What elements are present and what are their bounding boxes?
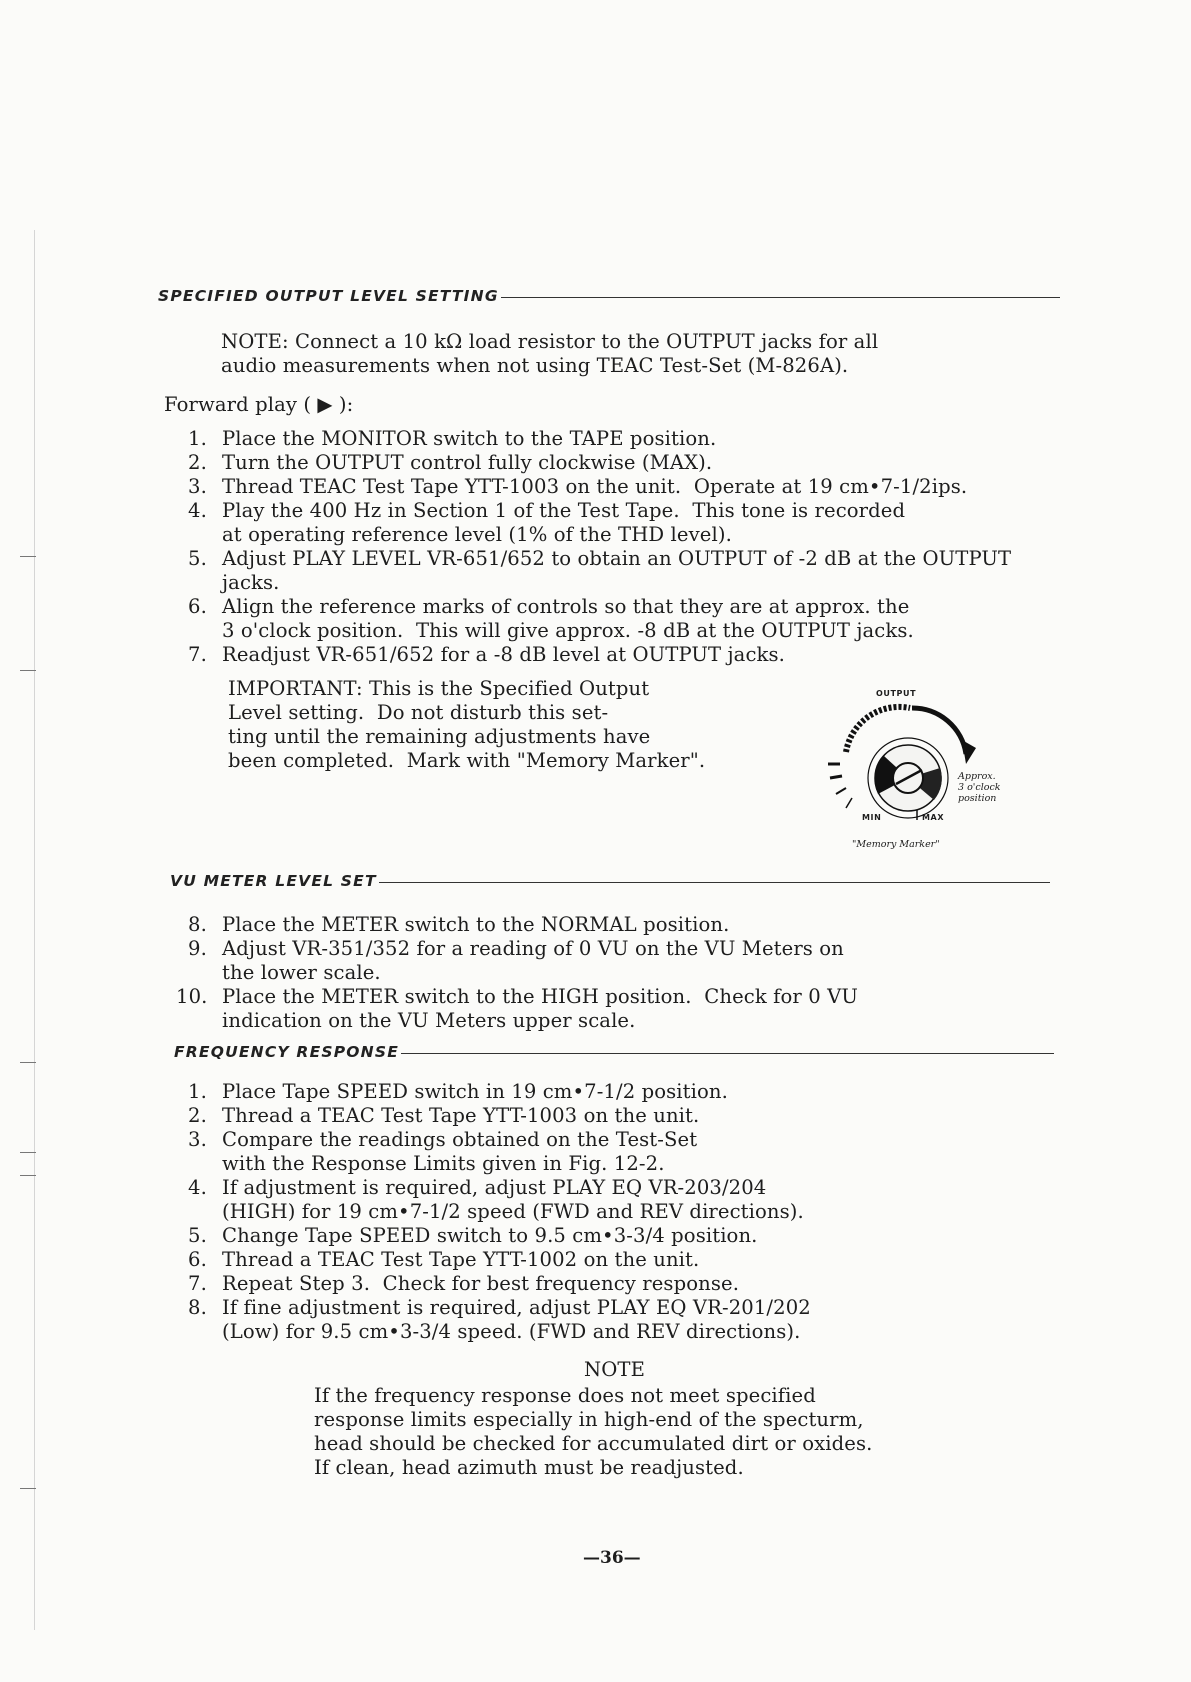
approx-line: 3 o'clock — [958, 782, 1001, 793]
step-text: 3 o'clock position. This will give approx. -8 dB at the OUTPUT jacks. — [222, 619, 914, 642]
list-item — [188, 1104, 811, 1128]
note-line: If the frequency response does not meet specified — [314, 1384, 816, 1407]
section-header-frequency-response — [174, 1043, 1054, 1061]
step-number: 6. — [188, 1248, 207, 1271]
section-title: FREQUENCY RESPONSE — [174, 1043, 399, 1061]
list-item-continuation — [188, 571, 1011, 595]
step-text: jacks. — [222, 571, 280, 594]
list-item — [188, 595, 1011, 619]
section-title: VU METER LEVEL SET — [170, 872, 377, 890]
section-rule — [401, 1053, 1054, 1054]
step-text: Align the reference marks of controls so that they are at approx. the — [222, 595, 910, 618]
step-number: 5. — [188, 1224, 207, 1247]
step-text: at operating reference level (1% of the THD level). — [222, 523, 732, 546]
list-item-continuation — [188, 1320, 811, 1344]
important-line: Level setting. Do not disturb this set- — [228, 701, 609, 724]
step-text: Adjust VR-351/352 for a reading of 0 VU on the VU Meters on — [222, 937, 844, 960]
list-item-continuation — [188, 1200, 811, 1224]
note-line-1: NOTE: Connect a 10 kΩ load resistor to the OUTPUT jacks for all — [221, 330, 879, 353]
list-item — [188, 1176, 811, 1200]
page-number: —36— — [583, 1548, 641, 1568]
final-note — [314, 1384, 872, 1480]
approx-line: position — [958, 793, 997, 804]
important-line: ting until the remaining adjustments have — [228, 725, 651, 748]
list-item — [176, 985, 858, 1009]
list-item — [188, 937, 858, 961]
list-item-continuation — [188, 1009, 858, 1033]
step-number: 4. — [188, 1176, 207, 1199]
knob-min-label: MIN — [862, 813, 882, 822]
edge-tick — [20, 1152, 36, 1153]
step-text: Compare the readings obtained on the Test-Set — [222, 1128, 698, 1151]
note-line: If clean, head azimuth must be readjusted. — [314, 1456, 744, 1479]
step-text: Thread TEAC Test Tape YTT-1003 on the unit. Operate at 19 cm•7-1/2ips. — [222, 475, 968, 498]
note-line: response limits especially in high-end of the specturm, — [314, 1408, 864, 1431]
list-item-continuation — [188, 523, 1011, 547]
step-number: 5. — [188, 547, 207, 570]
knob-max-label: MAX — [922, 813, 945, 822]
knob-title: OUTPUT — [876, 689, 917, 698]
page-edge — [34, 230, 35, 1630]
step-number: 3. — [188, 1128, 207, 1151]
step-number: 8. — [188, 913, 207, 936]
step-number: 7. — [188, 643, 207, 666]
step-text: Repeat Step 3. Check for best frequency response. — [222, 1272, 740, 1295]
list-item — [188, 643, 1011, 667]
list-item — [188, 1248, 811, 1272]
step-text: (Low) for 9.5 cm•3-3/4 speed. (FWD and REV directions). — [222, 1320, 801, 1343]
list-item — [188, 1080, 811, 1104]
list-item — [188, 1296, 811, 1320]
list-item-continuation — [188, 961, 858, 985]
list-item — [188, 913, 858, 937]
note-line: head should be checked for accumulated dirt or oxides. — [314, 1432, 873, 1455]
list-item-continuation — [188, 1152, 811, 1176]
section-title: SPECIFIED OUTPUT LEVEL SETTING — [158, 287, 499, 305]
knob-ticks — [828, 764, 852, 808]
step-number: 4. — [188, 499, 207, 522]
memory-marker-label: "Memory Marker" — [852, 839, 940, 850]
step-number: 3. — [188, 475, 207, 498]
section-header-output-level — [158, 287, 1060, 305]
step-text: Place the METER switch to the NORMAL position. — [222, 913, 730, 936]
edge-tick — [20, 1175, 36, 1176]
edge-tick — [20, 556, 36, 557]
list-item — [188, 547, 1011, 571]
list-item — [188, 427, 1011, 451]
step-text: Turn the OUTPUT control fully clockwise (MAX). — [222, 451, 713, 474]
list-item-continuation — [188, 619, 1011, 643]
edge-tick — [20, 1062, 36, 1063]
step-number: 1. — [188, 1080, 207, 1103]
output-steps-list — [188, 427, 1011, 667]
step-text: Place the MONITOR switch to the TAPE position. — [222, 427, 717, 450]
list-item — [188, 1224, 811, 1248]
step-text: Play the 400 Hz in Section 1 of the Test Tape. This tone is recorded — [222, 499, 906, 522]
step-text: Readjust VR-651/652 for a -8 dB level at OUTPUT jacks. — [222, 643, 785, 666]
step-text: Adjust PLAY LEVEL VR-651/652 to obtain an OUTPUT of -2 dB at the OUTPUT — [222, 547, 1012, 570]
step-text: the lower scale. — [222, 961, 381, 984]
step-number: 10. — [176, 985, 208, 1008]
list-item — [188, 475, 1011, 499]
step-text: (HIGH) for 19 cm•7-1/2 speed (FWD and REV directions). — [222, 1200, 804, 1223]
approx-position-note — [958, 771, 1001, 804]
note-title: NOTE — [584, 1358, 645, 1381]
step-number: 9. — [188, 937, 207, 960]
step-text: Change Tape SPEED switch to 9.5 cm•3-3/4 position. — [222, 1224, 758, 1247]
frequency-steps-list — [188, 1080, 811, 1344]
list-item — [188, 499, 1011, 523]
step-text: with the Response Limits given in Fig. 12-2. — [222, 1152, 665, 1175]
step-text: If adjustment is required, adjust PLAY EQ VR-203/204 — [222, 1176, 767, 1199]
step-number: 2. — [188, 451, 207, 474]
step-number: 7. — [188, 1272, 207, 1295]
important-line: IMPORTANT: This is the Specified Output — [228, 677, 650, 700]
note-line-2: audio measurements when not using TEAC Test-Set (M-826A). — [221, 354, 849, 377]
edge-tick — [20, 670, 36, 671]
step-text: indication on the VU Meters upper scale. — [222, 1009, 636, 1032]
list-item — [188, 1128, 811, 1152]
step-number: 2. — [188, 1104, 207, 1127]
step-text: If fine adjustment is required, adjust PLAY EQ VR-201/202 — [222, 1296, 811, 1319]
step-text: Place Tape SPEED switch in 19 cm•7-1/2 position. — [222, 1080, 728, 1103]
vu-steps-list — [176, 913, 858, 1033]
forward-play-label: Forward play ( ▶ ): — [164, 393, 354, 416]
step-number: 6. — [188, 595, 207, 618]
section-header-vu-meter — [170, 872, 1050, 890]
step-text: Thread a TEAC Test Tape YTT-1003 on the unit. — [222, 1104, 700, 1127]
list-item — [188, 451, 1011, 475]
section-rule — [379, 882, 1050, 883]
important-line: been completed. Mark with "Memory Marker". — [228, 749, 706, 772]
step-number: 8. — [188, 1296, 207, 1319]
step-number: 1. — [188, 427, 207, 450]
edge-tick — [20, 1488, 36, 1489]
step-text: Place the METER switch to the HIGH position. Check for 0 VU — [222, 985, 858, 1008]
important-note — [228, 677, 705, 773]
section-rule — [501, 297, 1060, 298]
list-item — [188, 1272, 811, 1296]
approx-line: Approx. — [958, 771, 996, 782]
step-text: Thread a TEAC Test Tape YTT-1002 on the unit. — [222, 1248, 700, 1271]
